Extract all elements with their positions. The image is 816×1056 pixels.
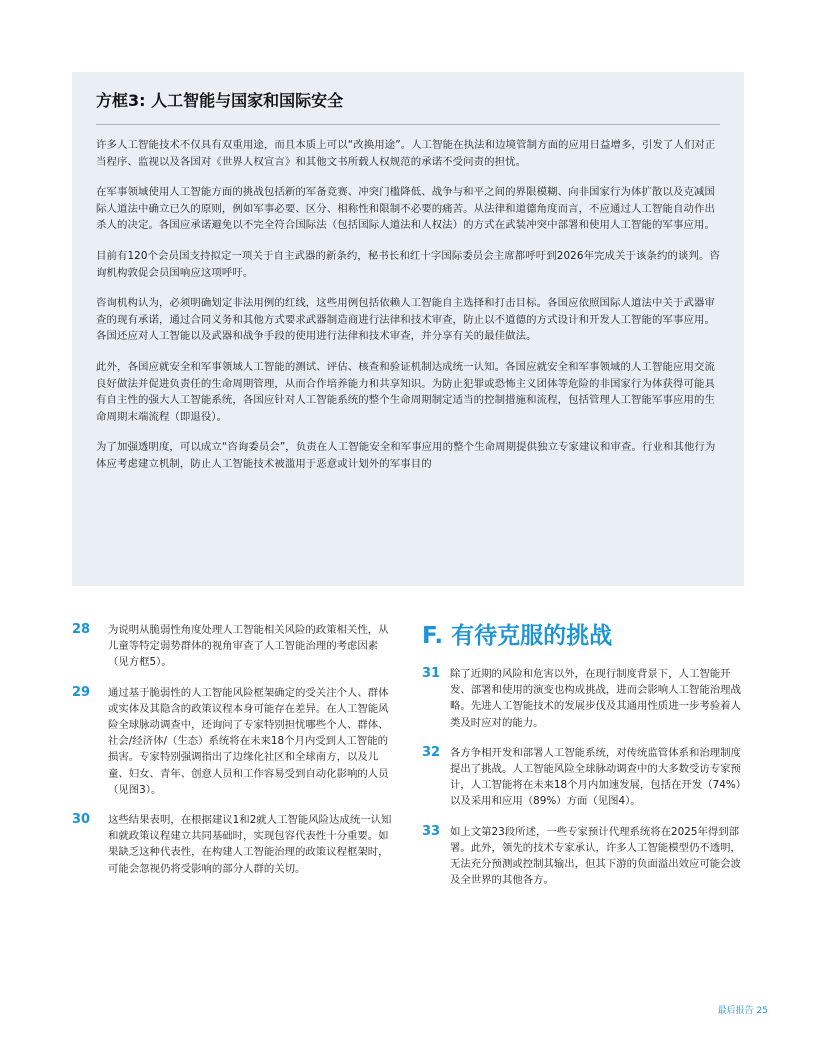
paragraph-number: 32 (422, 744, 441, 760)
box-paragraph: 目前有120个会员国支持拟定一项关于自主武器的新条约，秘书长和红十字国际委员会主席都呼吁到2026年完成关于该条约的谈判。咨询机构敦促会员国响应这项呼吁。 (96, 249, 720, 279)
paragraph-number: 28 (72, 622, 91, 637)
numbered-paragraph (72, 685, 392, 798)
numbered-paragraph (422, 824, 744, 889)
paragraph-number: 30 (72, 812, 91, 828)
left-column (72, 622, 392, 891)
paragraph-text: 为说明从脆弱性角度处理人工智能相关风险的政策相关性，从儿童等特定弱势群体的视角审查了人工智能治理的考虑因素（见方框5）。 (108, 624, 389, 669)
box-title: 方框3: 人工智能与国家和国际安全 (96, 91, 344, 110)
paragraph-text: 除了近期的风险和危害以外，在现行制度背景下，人工智能开发、部署和使用的演变也构成挑战，进而会影响人工智能治理战略。先进人工智能技术的发展步伐及其通用性质进一步考验着人类及时应对的能力。 (450, 668, 741, 729)
page-footer: 最后报告 25 (717, 1006, 768, 1016)
box-paragraph: 此外，各国应就安全和军事领域人工智能的测试、评估、核查和验证机制达成统一认知。各国应就安全和军事领域的人工智能应用交流良好做法并促进负责任的生命周期管理，从而合作培养能力和共享知识。为防止犯罪或恐怖主义团体等危险的非国家行为体获得可能具有自主性的强大人工智能系统，各国应针对人工智能系统的整个生命周期制定适当的控制措施和流程，包括管理人工智能军事应用的生命周期末端流程（即退役）。 (96, 360, 715, 423)
paragraph-text: 各方争相开发和部署人工智能系统，对传统监管体系和治理制度提出了挑战。人工智能风险全球脉动调查中的大多数受访专家预计，人工智能将在未来18个月内加速发展，包括在开发（74%）以及采用和应用（89%）方面（见图4）。 (450, 746, 741, 808)
paragraph-text: 通过基于脆弱性的人工智能风险框架确定的受关注个人、群体或实体及其隐含的政策议程本身可能存在差异。在人工智能风险全球脉动调查中，还询问了专家特别担忧哪些个人、群体、社会/经济体/（生态）系统将在未来18个月内受到人工智能的损害。专家特别强调指出了边缘化社区和全球南方，以及儿童、妇女、青年、创意人员和工作容易受到自动化影响的人员（见图3）。 (108, 686, 389, 796)
paragraph-text: 这些结果表明，在根据建议1和2就人工智能风险达成统一认知和就政策议程建立共同基础时，实现包容代表性十分重要。如果缺乏这种代表性，在构建人工智能治理的政策议程框架时，可能会忽视仍将受影响的部分人群的关切。 (108, 814, 392, 875)
paragraph-text: 如上文第23段所述，一些专家预计代理系统将在2025年得到部署。此外，领先的技术专家承认，许多人工智能模型仍不透明，无法充分预测或控制其输出，但其下游的负面溢出效应可能会波及全世界的其他各方。 (450, 825, 741, 887)
paragraph-number: 29 (72, 684, 91, 700)
right-column (422, 622, 744, 902)
paragraph-number: 33 (422, 823, 441, 839)
box-paragraph: 为了加强透明度，可以成立“咨询委员会”，负责在人工智能安全和军事应用的整个生命周期提供独立专家建议和审查。行业和其他行为体应考虑建立机制，防止人工智能技术被滥用于恶意或计划外的军事目的 (96, 441, 716, 470)
box-divider (96, 124, 720, 125)
box-paragraph: 咨询机构认为，必须明确划定非法用例的红线，这些用例包括依赖人工智能自主选择和打击目标。各国应依照国际人道法中关于武器审查的现有承诺，通过合同义务和其他方式要求武器制造商进行法律和技术审查，防止以不道德的方式设计和开发人工智能的军事应用。各国还应对人工智能以及武器和战争手段的使用进行法律和技术审查，并分享有关的最佳做法。 (96, 297, 715, 343)
numbered-paragraph (72, 622, 392, 671)
numbered-paragraph (72, 812, 392, 877)
numbered-paragraph (422, 745, 744, 810)
paragraph-number: 31 (422, 666, 441, 681)
box-paragraph: 许多人工智能技术不仅具有双重用途，而且本质上可以“改换用途”。人工智能在执法和边境管制方面的应用日益增多，引发了人们对正当程序、监视以及各国对《世界人权宣言》和其他文书所载人权规范的承诺不受问责的担忧。 (96, 139, 716, 168)
box-3 (72, 72, 744, 586)
numbered-paragraph (422, 666, 744, 731)
section-heading: F. 有待克服的挑战 (422, 623, 613, 649)
box-paragraph: 在军事领域使用人工智能方面的挑战包括新的军备竞赛、冲突门槛降低、战争与和平之间的界限模糊、向非国家行为体扩散以及克减国际人道法中确立已久的原则，例如军事必要、区分、相称性和限制不必要的痛苦。从法律和道德角度而言，不应通过人工智能自动作出杀人的决定。各国应承诺避免以不完全符合国际法（包括国际人道法和人权法）的方式在武装冲突中部署和使用人工智能的军事应用。 (96, 186, 715, 232)
